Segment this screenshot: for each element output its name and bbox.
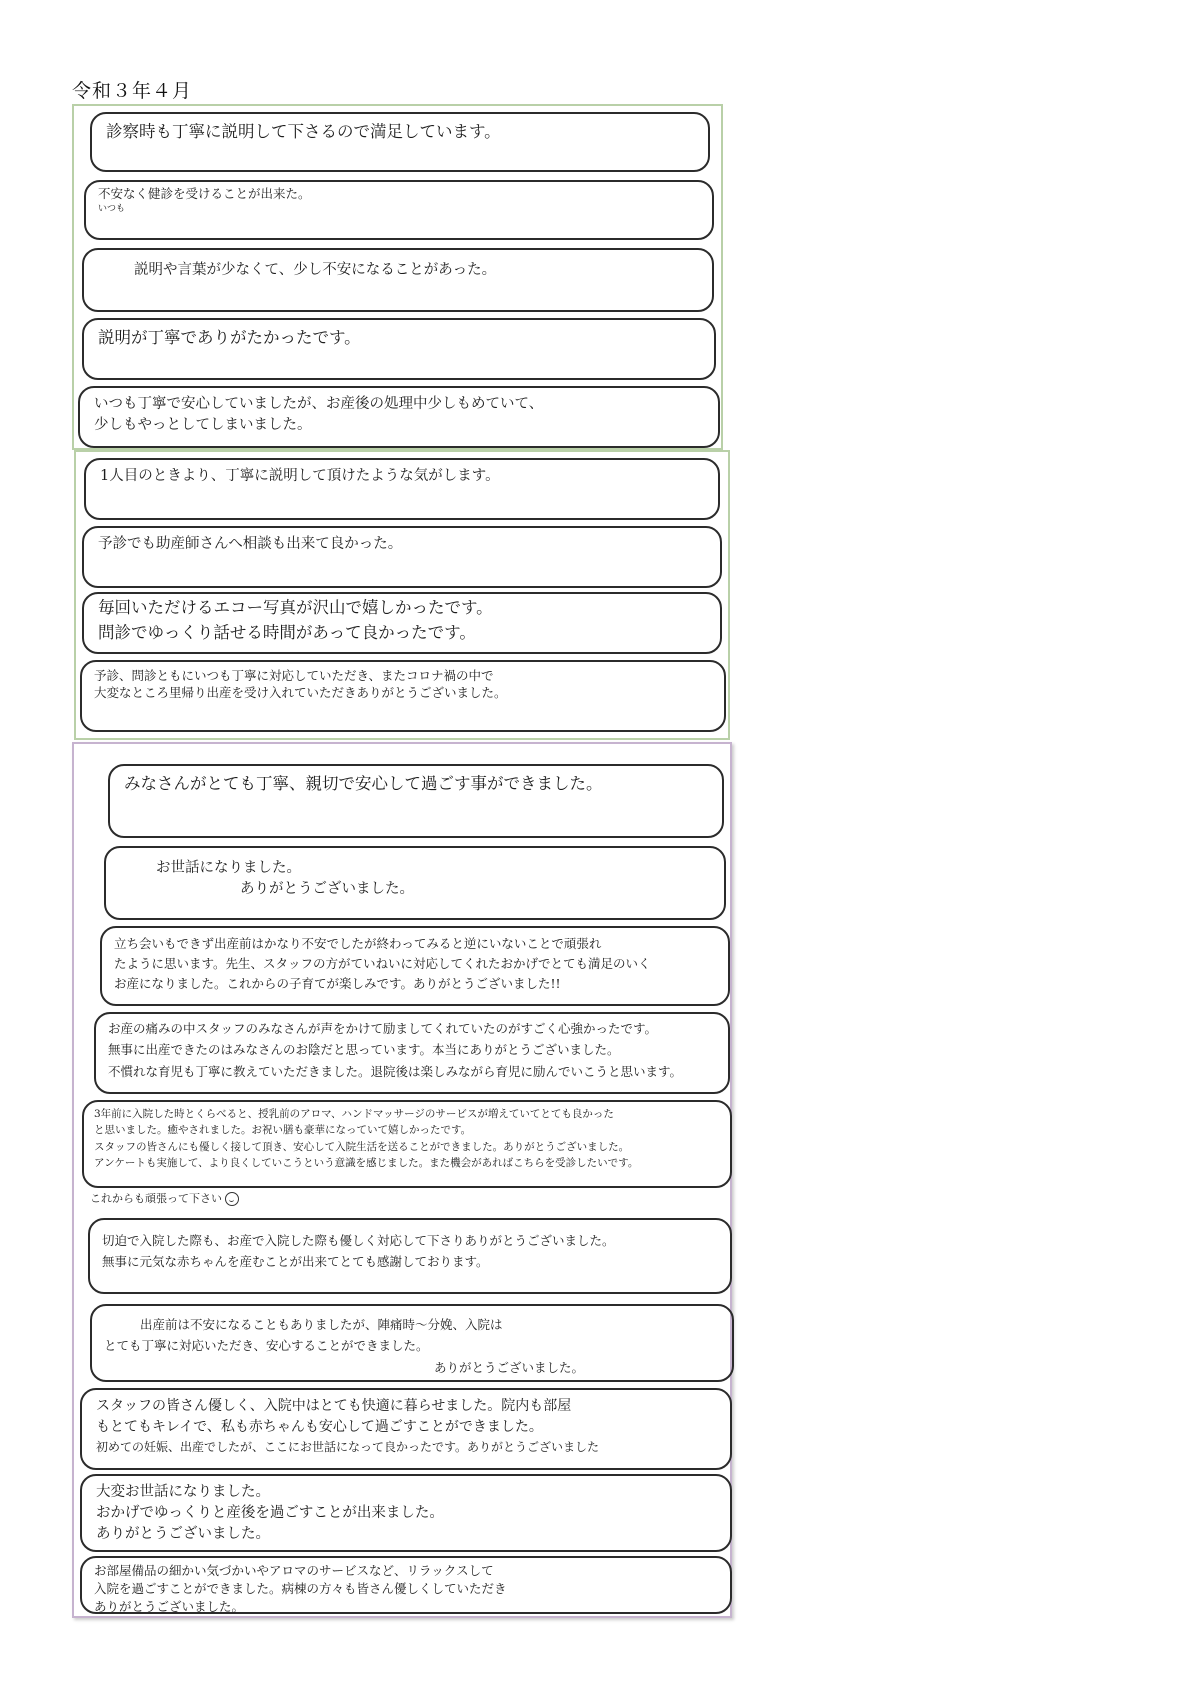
comment-box (94, 1012, 730, 1094)
comment-line: 出産前は不安になることもありましたが、陣痛時〜分娩、入院は (140, 1317, 503, 1332)
comment-box (88, 1218, 732, 1294)
comment-box (82, 1100, 732, 1188)
comment-line: たように思います。先生、スタッフの方がていねいに対応してくれたおかげでとても満足のいく (114, 956, 651, 971)
comment-box (82, 318, 716, 380)
comment-line: とても丁寧に対応いただき、安心することができました。 (104, 1338, 429, 1354)
comment-line: 不慣れな育児も丁寧に教えていただきました。退院後は楽しみながら育児に励んでいこうと思います。 (108, 1063, 683, 1079)
comment-box (82, 248, 714, 312)
comment-line: 診察時も丁寧に説明して下さるので満足しています。 (106, 122, 501, 141)
comment-box (84, 458, 720, 520)
comment-line: 説明や言葉が少なくて、少し不安になることがあった。 (134, 262, 497, 278)
page-date: 令和３年４月 (72, 80, 193, 102)
comment-line: 切迫で入院した際も、お産で入院した際も優しく対応して下さりありがとうございました。 (102, 1233, 615, 1248)
comment-box (80, 1556, 732, 1614)
after-note-text: これからも頑張って下さい (90, 1192, 222, 1205)
comment-line: 初めての妊娠、出産でしたが、ここにお世話になって良かったです。ありがとうございました (96, 1440, 600, 1454)
comment-line: 毎回いただけるエコー写真が沢山で嬉しかったです。 (98, 598, 493, 617)
comment-line: ありがとうございました。 (240, 881, 414, 898)
comment-box (78, 386, 720, 448)
comment-line: 大変なところ里帰り出産を受け入れていただきありがとうございました。 (94, 684, 507, 700)
smiley-icon (225, 1192, 239, 1206)
comment-line: 予診、問診ともにいつも丁寧に対応していただき、またコロナ禍の中で (94, 668, 494, 683)
comment-line: 大変お世話になりました。 (96, 1484, 270, 1500)
comment-line: 無事に元気な赤ちゃんを産むことが出来てとても感謝しております。 (102, 1254, 489, 1270)
comment-box (90, 112, 710, 172)
comment-line: スタッフの皆さん優しく、入院中はとても快適に暮らせました。院内も部屋 (96, 1398, 572, 1414)
comment-line: と思いました。癒やされました。お祝い膳も豪華になっていて嬉しかったです。 (94, 1124, 472, 1137)
comment-line: お部屋備品の細かい気づかいやアロマのサービスなど、リラックスして (94, 1563, 494, 1578)
comment-box (82, 526, 722, 588)
comment-line: もとてもキレイで、私も赤ちゃんも安心して過ごすことができました。 (96, 1419, 543, 1435)
comment-line: 立ち会いもできず出産前はかなり不安でしたが終わってみると逆にいないことで頑張れ (114, 936, 602, 951)
comment-line: 少しもやっとしてしまいました。 (94, 417, 312, 434)
comment-line: ありがとうございました。 (434, 1359, 585, 1375)
feedback-panel-2 (74, 450, 730, 740)
comment-line: みなさんがとても丁寧、親切で安心して過ごす事ができました。 (124, 774, 603, 793)
comment-box (90, 1304, 734, 1382)
feedback-panel-3 (72, 742, 732, 1618)
comment-line: お世話になりました。 (156, 860, 301, 876)
comment-box (104, 846, 726, 920)
comment-line: お産になりました。これからの子育てが楽しみです。ありがとうございました!! (114, 976, 561, 991)
comment-line: アンケートも実施して、より良くしていこうという意識を感じました。また機会があればこちらを受診したいです。 (94, 1156, 639, 1169)
after-note (90, 1190, 239, 1206)
comment-line: 無事に出産できたのはみなさんのお陰だと思っています。本当にありがとうございました。 (108, 1042, 620, 1058)
comment-box (80, 1388, 732, 1470)
comment-line: ありがとうございました。 (96, 1526, 270, 1543)
comment-box (108, 764, 724, 838)
comment-box (100, 926, 730, 1006)
comment-line: 3年前に入院した時とくらべると、授乳前のアロマ、ハンドマッサージのサービスが増えていてとても良かった (94, 1108, 614, 1120)
comment-line: おかげでゆっくりと産後を過ごすことが出来ました。 (96, 1505, 444, 1522)
comment-line: 1人目のときより、丁寧に説明して頂けたような気がします。 (100, 468, 500, 484)
comment-box (84, 180, 714, 240)
comment-box (80, 660, 726, 732)
comment-line: スタッフの皆さんにも優しく接して頂き、安心して入院生活を送ることができました。ありがとうございました。 (94, 1140, 630, 1153)
comment-box (82, 592, 722, 654)
comment-line: 説明が丁寧でありがたかったです。 (98, 328, 361, 347)
feedback-panel-1 (72, 104, 723, 450)
comment-line: ありがとうございました。 (94, 1599, 245, 1615)
comment-line: 入院を過ごすことができました。病棟の方々も皆さん優しくしていただき (94, 1581, 507, 1597)
comment-line: お産の痛みの中スタッフのみなさんが声をかけて励ましてくれていたのがすごく心強かったです。 (108, 1021, 658, 1036)
comment-line: 問診でゆっくり話せる時間があって良かったです。 (98, 622, 476, 642)
comment-line: いつも丁寧で安心していましたが、お産後の処理中少しもめていて、 (94, 396, 544, 412)
comment-box (80, 1474, 732, 1552)
comment-line: 不安なく健診を受けることが出来た。 (98, 186, 311, 201)
comment-line: 予診でも助産師さんへ相談も出来て良かった。 (98, 536, 403, 552)
insert-mark: いつも (98, 203, 126, 214)
